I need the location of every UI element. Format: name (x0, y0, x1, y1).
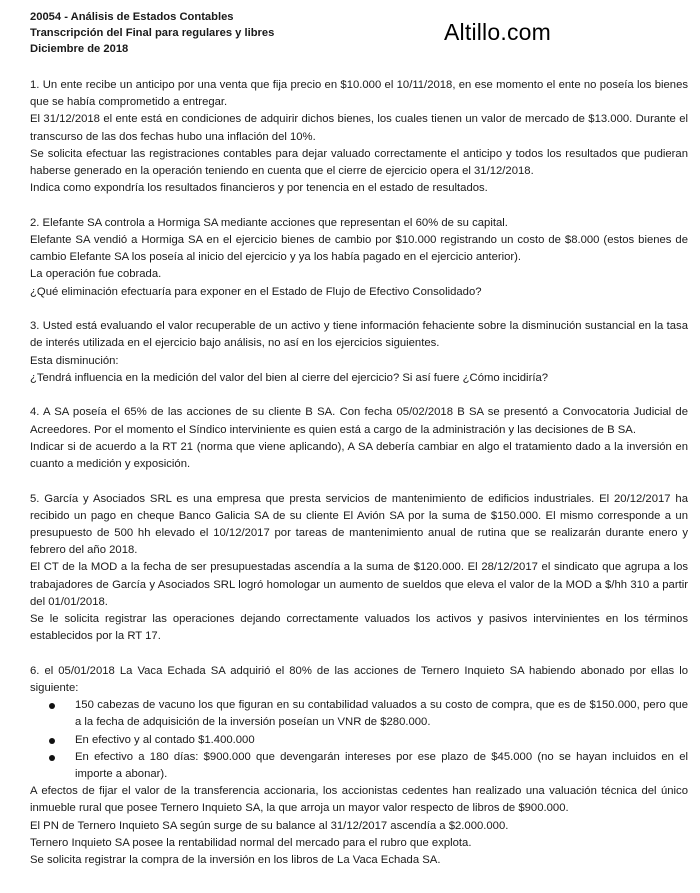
q5-statement: 5. García y Asociados SRL es una empresa que presta servicios de mantenimiento de edificios industriales. El 20/12/2017 ha recibido un pago en cheque Banco Galicia SA de su cliente El Avión SA por la suma de $150.000. El mismo corresponde a un presupuesto de 500 hh elevado el 10/12/2017 por tareas de mantenimiento anual de rutina que se realizarán durante enero y febrero del año 2018. (30, 492, 688, 557)
q2-context: Elefante SA vendió a Hormiga SA en el ejercicio bienes de cambio por $10.000 registrando un costo de $8.000 (estos bienes de cambio Elefante SA los poseía al inicio del ejercicio y ya los había pagado en el ejercicio anterior). (30, 234, 688, 264)
bullet-icon (49, 755, 55, 761)
site-logo: Altillo.com (444, 19, 552, 45)
q6-valuation: A efectos de fijar el valor de la transferencia accionaria, los accionistas cedentes han realizado una valuación técnica del único inmueble rural que posee Ternero Inquieto SA, la que arroja un mayor valor respecto de libros de $900.000. (30, 785, 688, 815)
question-3 (30, 318, 688, 387)
q6-payment-list (30, 697, 688, 783)
bullet-icon (49, 703, 55, 709)
course-title: 20054 - Análisis de Estados Contables (30, 11, 234, 23)
exam-title: Transcripción del Final para regulares y libres (30, 27, 275, 39)
q2-statement: 2. Elefante SA controla a Hormiga SA mediante acciones que representan el 60% de su capital. (30, 216, 508, 229)
q1-question: Indica como expondría los resultados financieros y por tenencia en el estado de resultados. (30, 182, 488, 195)
q6-equity: El PN de Ternero Inquieto SA según surge de su balance al 31/12/2017 ascendía a $2.000.000. (30, 819, 509, 832)
q2-question: ¿Qué eliminación efectuaría para exponer en el Estado de Flujo de Efectivo Consolidado? (30, 285, 482, 298)
question-2 (30, 215, 688, 301)
q1-instruction: Se solicita efectuar las registraciones contables para dejar valuado correctamente el anticipo y todos los resultados que pudieran haberse generado en la operación teniendo en cuenta que el cierre de ejercicio opera el 31/12/2018. (30, 147, 688, 178)
q1-context: El 31/12/2018 el ente está en condiciones de adquirir dichos bienes, los cuales tienen un valor de mercado de $13.000. Durante el transcurso de las dos fechas hubo una inflación del 10%. (30, 113, 688, 143)
list-item: En efectivo y al contado $1.400.000 (30, 732, 688, 749)
question-4 (30, 404, 688, 473)
question-1 (30, 77, 688, 197)
q3-statement: 3. Usted está evaluando el valor recuperable de un activo y tiene información fehaciente sobre la disminución sustancial en la tasa de interés utilizada en el ejercicio bajo análisis, no así en los ejercicios siguientes. (30, 320, 688, 350)
q4-question: Indicar si de acuerdo a la RT 21 (norma que viene aplicando), A SA debería cambiar en algo el tratamiento dado a la inversión en cuanto a medición y exposición. (30, 440, 688, 471)
q1-statement: 1. Un ente recibe un anticipo por una venta que fija precio en $10.000 el 10/11/2018, en ese momento el ente no poseía los bienes que se había comprometido a entregar. (30, 79, 688, 109)
exam-content (30, 77, 688, 869)
q6-profitability: Ternero Inquieto SA posee la rentabilidad normal del mercado para el rubro que explota. (30, 836, 472, 849)
exam-date: Diciembre de 2018 (30, 43, 129, 55)
q3-question: ¿Tendrá influencia en la medición del valor del bien al cierre del ejercicio? Si así fuere ¿Cómo incidiría? (30, 371, 549, 384)
question-5 (30, 491, 688, 646)
list-item: En efectivo a 180 días: $900.000 que devengarán intereses por ese plazo de $45.000 (no se hayan incluidos en el importe a abonar). (30, 749, 688, 783)
q4-statement: 4. A SA poseía el 65% de las acciones de su cliente B SA. Con fecha 05/02/2018 B SA se presentó a Convocatoria Judicial de Acreedores. Por el momento el Síndico interviniente es quien está a cargo de la administración y las decisiones de B SA. (30, 406, 688, 436)
document-header (30, 9, 274, 57)
q5-instruction: Se le solicita registrar las operaciones dejando correctamente valuados los activos y pasivos intervinientes en los términos establecidos por la RT 17. (30, 613, 688, 643)
q5-context: El CT de la MOD a la fecha de ser presupuestadas ascendía a la suma de $120.000. El 28/12/2017 el sindicato que agrupa a los trabajadores de García y Asociados SRL logró homologar un aumento de sueldos que eleva el valor de la MOD a $/hh 310 a partir del 01/01/2018. (30, 561, 688, 608)
q3-lead: Esta disminución: (30, 354, 119, 367)
question-6 (30, 663, 688, 869)
q6-instruction: Se solicita registrar la compra de la inversión en los libros de La Vaca Echada SA. (30, 854, 441, 867)
bullet-icon (49, 738, 55, 744)
q6-statement: 6. el 05/01/2018 La Vaca Echada SA adquirió el 80% de las acciones de Ternero Inquieto SA habiendo abonado por ellas lo siguiente: (30, 664, 688, 695)
q2-note: La operación fue cobrada. (30, 268, 162, 281)
list-item: 150 cabezas de vacuno los que figuran en su contabilidad valuados a su costo de compra, que es de $150.000, pero que a la fecha de adquisición de la inversión poseían un VNR de $280.000. (30, 697, 688, 731)
